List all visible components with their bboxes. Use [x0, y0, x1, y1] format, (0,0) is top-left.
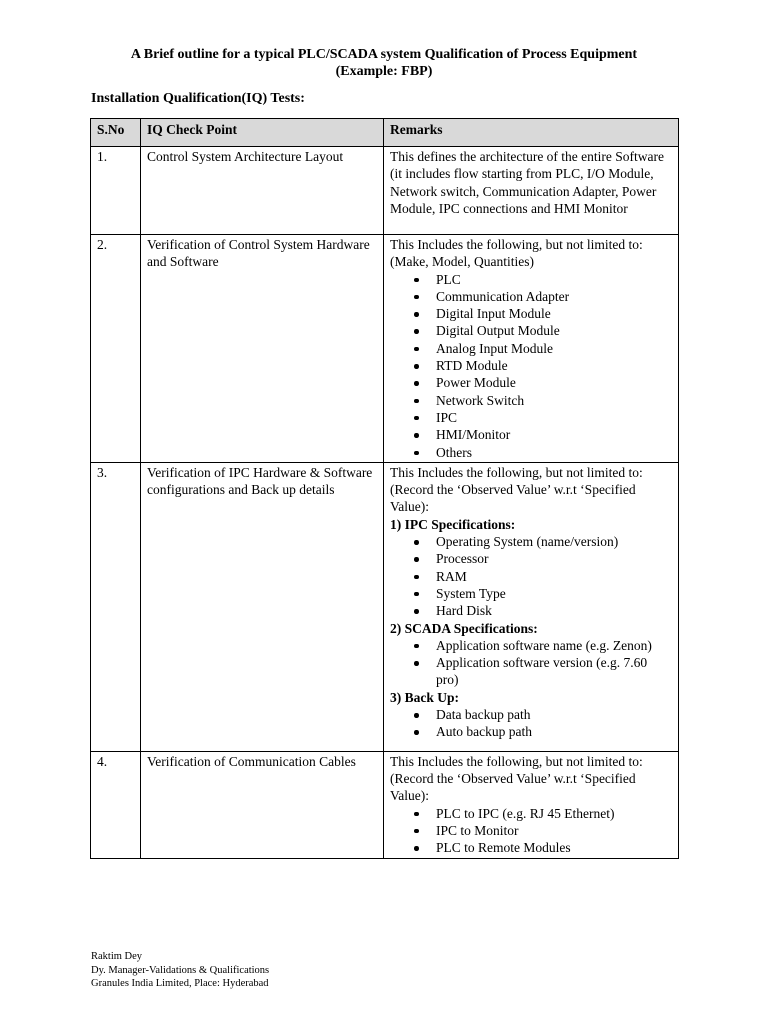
- list-item: Network Switch: [436, 392, 672, 409]
- row-checkpoint: Control System Architecture Layout: [141, 147, 384, 235]
- list-item: Operating System (name/version): [436, 533, 672, 550]
- remarks-intro-note: (Record the ‘Observed Value’ w.r.t ‘Specified Value):: [390, 770, 636, 804]
- bullet-list: [390, 533, 672, 619]
- list-item: Others: [436, 444, 672, 461]
- table-row: [91, 147, 679, 235]
- table-row: [91, 462, 679, 751]
- list-item: PLC to IPC (e.g. RJ 45 Ethernet): [436, 805, 672, 822]
- header-checkpoint: IQ Check Point: [141, 119, 384, 147]
- document-title: [0, 46, 768, 80]
- list-item: IPC to Monitor: [436, 822, 672, 839]
- bullet-list: [390, 805, 672, 857]
- list-item: RAM: [436, 568, 672, 585]
- remarks-intro: This Includes the following, but not limited to:: [390, 237, 643, 252]
- header-remarks: Remarks: [384, 119, 679, 147]
- list-item: Application software name (e.g. Zenon): [436, 637, 672, 654]
- footer-role: Dy. Manager-Validations & Qualifications: [91, 964, 270, 976]
- row-number: 4.: [91, 751, 141, 859]
- list-item: Data backup path: [436, 706, 672, 723]
- list-item: Hard Disk: [436, 602, 672, 619]
- remarks-intro: This Includes the following, but not limited to:: [390, 464, 643, 480]
- list-item: Digital Output Module: [436, 322, 672, 339]
- footer-org: Granules India Limited, Place: Hyderabad: [91, 978, 269, 989]
- row-remarks: [384, 235, 679, 463]
- table-row: [91, 751, 679, 859]
- subsection-ipc-heading: 1) IPC Specifications:: [390, 516, 516, 532]
- table-header-row: [91, 119, 679, 147]
- list-item: RTD Module: [436, 357, 672, 374]
- list-item: IPC: [436, 409, 672, 426]
- footer: [91, 950, 269, 991]
- remarks-intro-note: (Record the ‘Observed Value’ w.r.t ‘Specified Value):: [390, 482, 636, 515]
- row-checkpoint: Verification of IPC Hardware & Software configurations and Back up details: [141, 462, 384, 751]
- list-item: Communication Adapter: [436, 288, 672, 305]
- list-item: System Type: [436, 585, 672, 602]
- header-sno: S.No: [91, 119, 141, 147]
- title-line-2: (Example: FBP): [335, 64, 433, 79]
- footer-name: Raktim Dey: [91, 951, 143, 962]
- title-line-1: A Brief outline for a typical PLC/SCADA system Qualification of Process Equipment: [130, 47, 638, 62]
- list-item: PLC to Remote Modules: [436, 839, 672, 856]
- remarks-intro: This Includes the following, but not limited to:: [390, 753, 643, 769]
- row-remarks: [384, 751, 679, 859]
- subsection-backup-heading: 3) Back Up:: [390, 689, 460, 705]
- row-number: 1.: [91, 147, 141, 235]
- list-item: Digital Input Module: [436, 305, 672, 322]
- list-item: Processor: [436, 550, 672, 567]
- section-heading: Installation Qualification(IQ) Tests:: [91, 91, 305, 106]
- row-checkpoint: Verification of Control System Hardware and Software: [141, 235, 384, 463]
- row-remarks: [384, 462, 679, 751]
- row-number: 2.: [91, 235, 141, 463]
- subsection-scada-heading: 2) SCADA Specifications:: [390, 620, 538, 636]
- list-item: PLC: [436, 271, 672, 288]
- bullet-list: [390, 271, 672, 461]
- row-number: 3.: [91, 462, 141, 751]
- bullet-list: [390, 637, 672, 689]
- table-row: [91, 235, 679, 463]
- row-checkpoint: Verification of Communication Cables: [141, 751, 384, 859]
- list-item: Analog Input Module: [436, 340, 672, 357]
- row-remarks: This defines the architecture of the entire Software (it includes flow starting from PLC, I/O Module, Network switch, Communication Adapter, Power Module, IPC connections and HMI Monitor: [384, 147, 679, 235]
- bullet-list: [390, 706, 672, 741]
- remarks-intro-note: (Make, Model, Quantities): [390, 254, 534, 270]
- iq-table: [90, 118, 679, 859]
- list-item: Power Module: [436, 374, 672, 391]
- list-item: Application software version (e.g. 7.60 pro): [436, 654, 672, 689]
- list-item: HMI/Monitor: [436, 426, 672, 443]
- list-item: Auto backup path: [436, 723, 672, 740]
